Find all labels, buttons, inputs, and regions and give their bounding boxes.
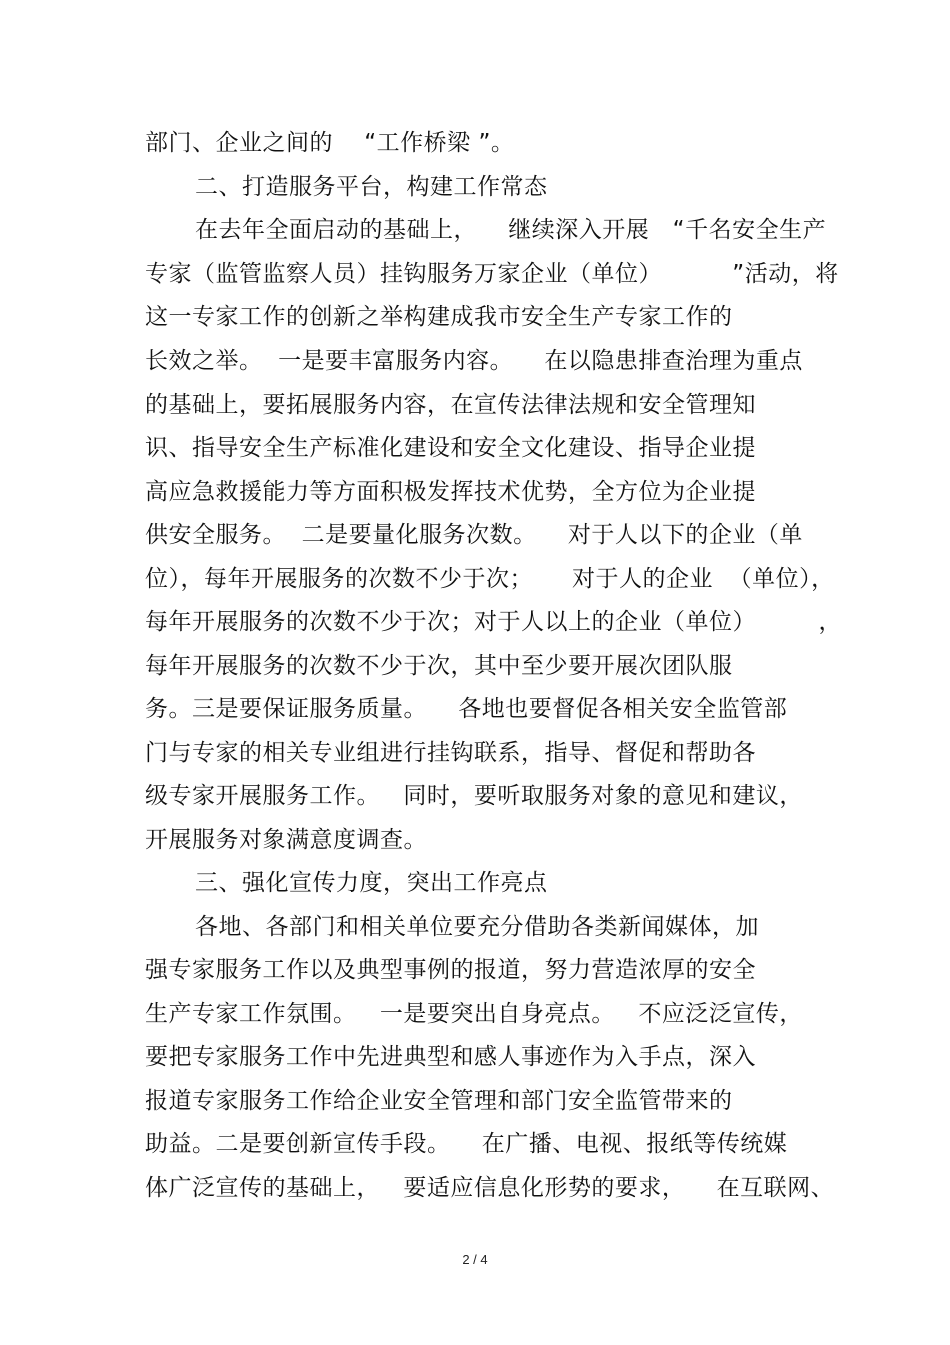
- text-line: 高应急救援能力等方面积极发挥技术优势，全方位为企业提: [145, 479, 756, 505]
- text-line: 级专家开展服务工作。 同时，要听取服务对象的意见和建议，: [145, 783, 803, 809]
- section-heading: 二、打造服务平台，构建工作常态: [195, 174, 548, 200]
- text-line: 部门、企业之间的 “工作桥梁 ”。: [145, 130, 515, 156]
- text-line: 识、指导安全生产标准化建设和安全文化建设、指导企业提: [145, 435, 756, 461]
- text-line: 助益。二是要创新宣传手段。 在广播、电视、报纸等传统媒: [145, 1131, 788, 1157]
- text-line: 供安全服务。 二是要量化服务次数。 对于人以下的企业（单: [145, 522, 803, 548]
- text-line: 强专家服务工作以及典型事例的报道，努力营造浓厚的安全: [145, 957, 756, 983]
- text-line: 开展服务对象满意度调查。: [145, 827, 427, 853]
- text-line: 专家（监管监察人员）挂钩服务万家企业（单位） ”活动，将: [145, 261, 839, 287]
- text-line: 务。三是要保证服务质量。 各地也要督促各相关安全监管部: [145, 696, 788, 722]
- text-line: 体广泛宣传的基础上， 要适应信息化形势的要求， 在互联网、: [145, 1175, 835, 1201]
- text-line: 生产专家工作氛围。 一是要突出自身亮点。 不应泛泛宣传，: [145, 1001, 803, 1027]
- section-heading: 三、强化宣传力度，突出工作亮点: [195, 870, 548, 896]
- text-line: 长效之举。 一是要丰富服务内容。 在以隐患排查治理为重点: [145, 348, 803, 374]
- text-line: 要把专家服务工作中先进典型和感人事迹作为入手点，深入: [145, 1044, 756, 1070]
- page-number: 2 / 4: [462, 1252, 488, 1267]
- text-line: 这一专家工作的创新之举构建成我市安全生产专家工作的: [145, 304, 733, 330]
- text-line: 的基础上，要拓展服务内容，在宣传法律法规和安全管理知: [145, 392, 756, 418]
- text-line: 在去年全面启动的基础上， 继续深入开展 “千名安全生产: [195, 217, 827, 243]
- text-line: 各地、各部门和相关单位要充分借助各类新闻媒体，加: [195, 914, 759, 940]
- text-line: 报道专家服务工作给企业安全管理和部门安全监管带来的: [145, 1088, 733, 1114]
- text-line: 位），每年开展服务的次数不少于次； 对于人的企业 （单位），: [145, 566, 835, 592]
- text-line: 每年开展服务的次数不少于次；对于人以上的企业（单位） ，: [145, 609, 842, 635]
- text-line: 每年开展服务的次数不少于次，其中至少要开展次团队服: [145, 653, 733, 679]
- text-line: 门与专家的相关专业组进行挂钩联系，指导、督促和帮助各: [145, 740, 756, 766]
